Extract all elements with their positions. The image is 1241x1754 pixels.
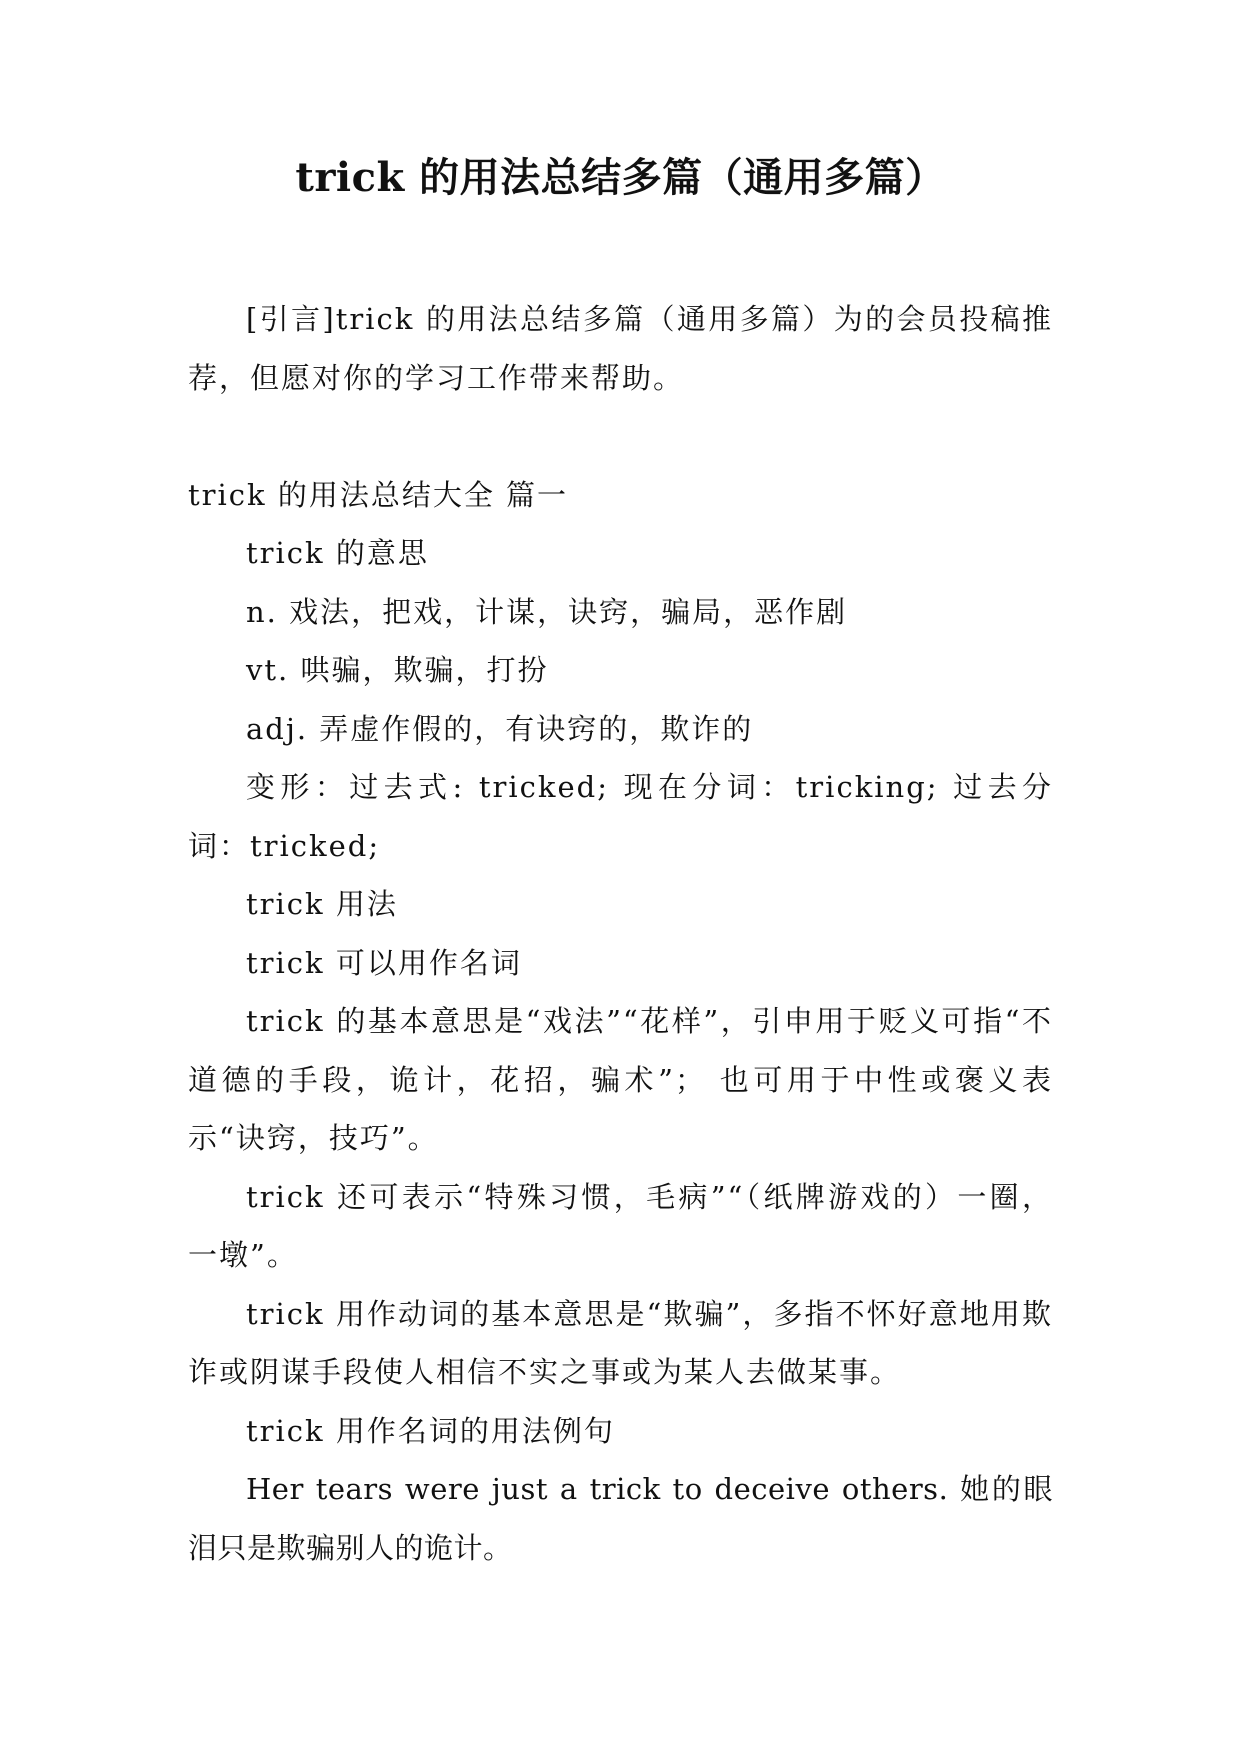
section-heading: trick 的用法总结大全 篇一 <box>188 477 569 512</box>
paragraph-spacer <box>188 407 1053 466</box>
paragraph-noun-definition: n. 戏法，把戏，计谋，诀窍，骗局，恶作剧 <box>246 594 848 629</box>
paragraph-example-sentence: Her tears were just a trick to deceive others. 她的眼泪只是欺骗别人的诡计。 <box>188 1472 1053 1565</box>
paragraph-verb-definition: vt. 哄骗，欺骗，打扮 <box>246 653 549 687</box>
paragraph-noun-usage-heading: trick 可以用作名词 <box>246 945 522 980</box>
intro-paragraph: [引言]trick 的用法总结多篇（通用多篇）为的会员投稿推荐，但愿对你的学习工作带来帮助。 <box>188 302 1053 395</box>
paragraph-inflections: 变形：过去式: tricked; 现在分词：tricking; 过去分词：tricked; <box>188 770 1053 863</box>
document-body <box>188 290 1053 1577</box>
paragraph-meaning-heading: trick 的意思 <box>246 536 429 570</box>
paragraph-verb-meaning: trick 用作动词的基本意思是“欺骗”，多指不怀好意地用欺诈或阴谋手段使人相信不实之事或为某人去做某事。 <box>188 1296 1053 1389</box>
paragraph-other-meaning: trick 还可表示“特殊习惯，毛病”“（纸牌游戏的）一圈，一墩”。 <box>188 1179 1053 1272</box>
paragraph-basic-meaning: trick 的基本意思是“戏法”“花样”，引申用于贬义可指“不道德的手段，诡计，花招，骗术”； 也可用于中性或褒义表示“诀窍，技巧”。 <box>188 1004 1053 1155</box>
document-title: trick 的用法总结多篇（通用多篇） <box>295 154 946 201</box>
paragraph-noun-examples-heading: trick 用作名词的用法例句 <box>246 1413 615 1448</box>
paragraph-adjective-definition: adj. 弄虚作假的，有诀窍的，欺诈的 <box>246 711 754 746</box>
paragraph-usage-heading: trick 用法 <box>246 887 398 921</box>
